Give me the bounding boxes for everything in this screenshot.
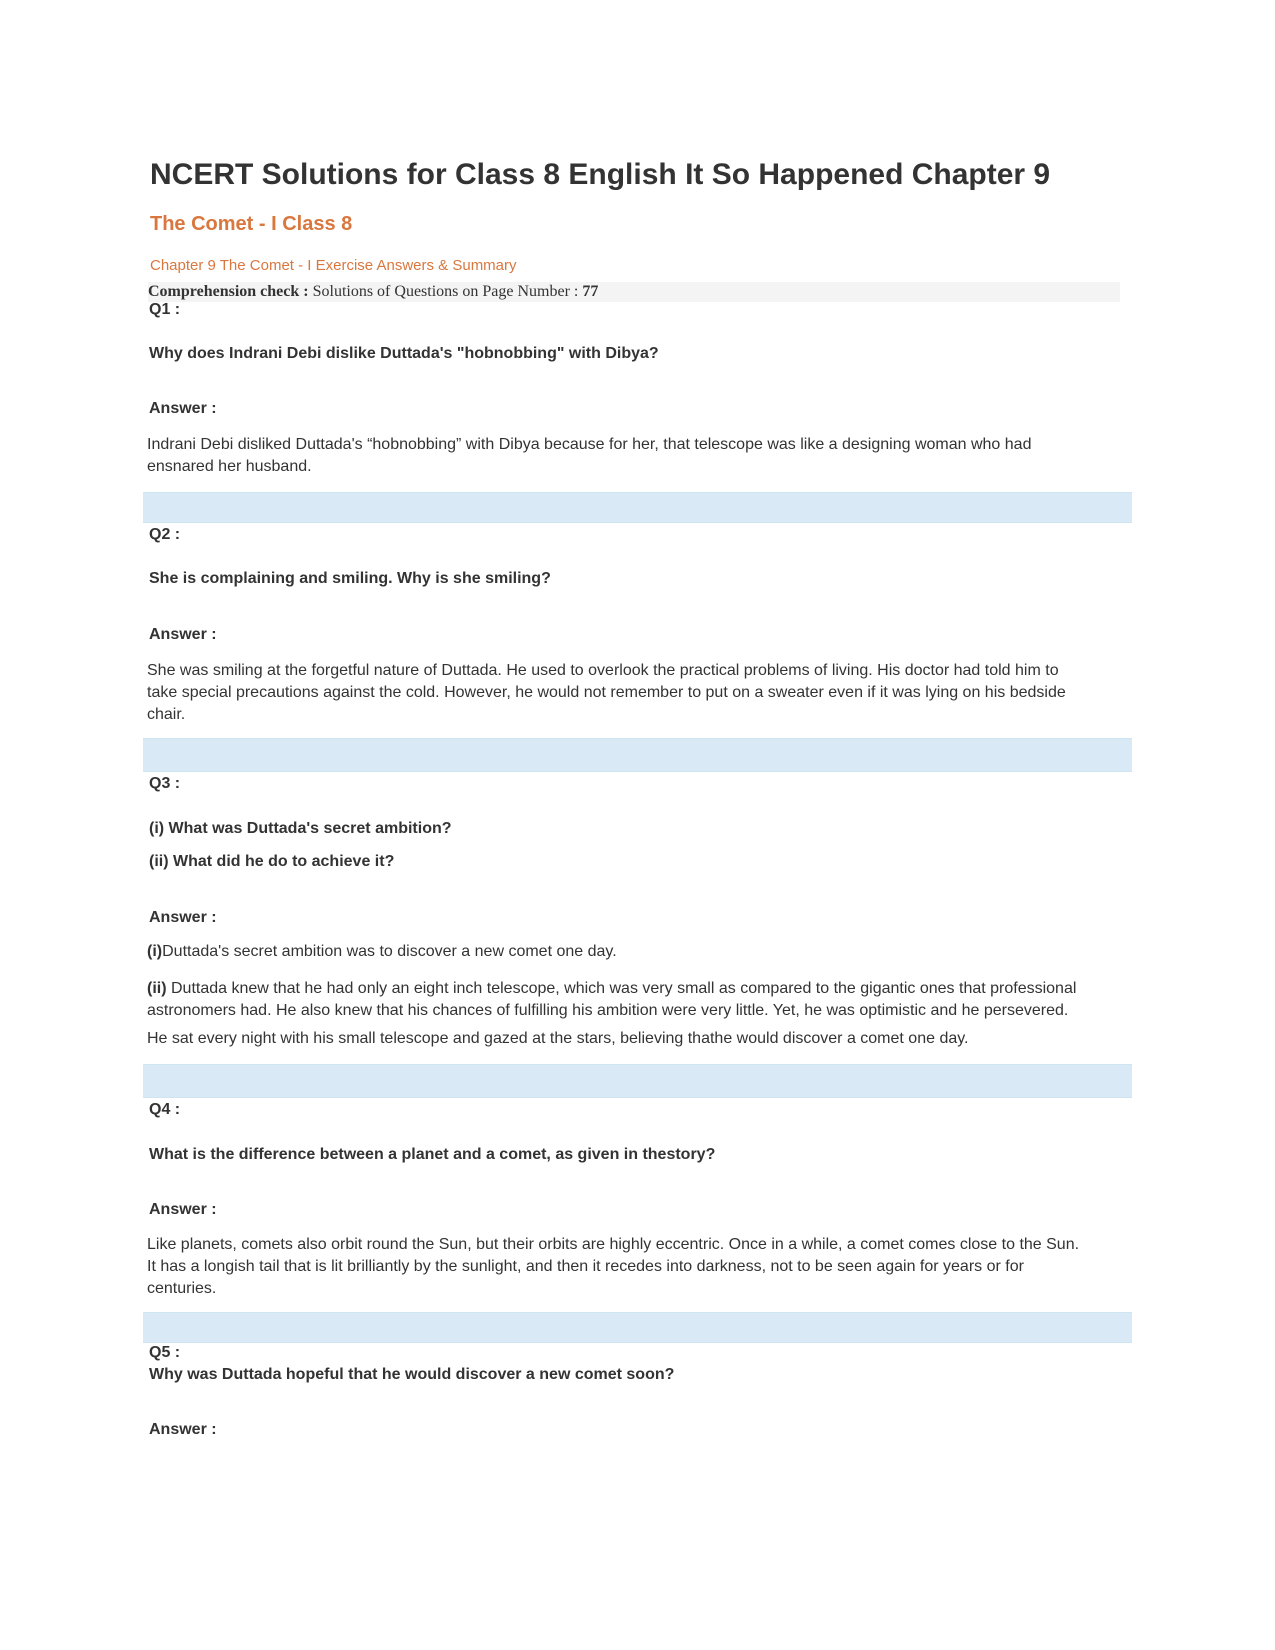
answer-line: take special precautions against the cold. However, he would not remember to put on a sweater even if it was lying on his bedside [147, 684, 1066, 701]
answer-line: It has a longish tail that is lit brilliantly by the sunlight, and then it recedes into darkness, not to be seen again for years or for [147, 1258, 1024, 1275]
page-title: NCERT Solutions for Class 8 English It So Happened Chapter 9 [150, 158, 1051, 191]
answer-line [147, 941, 1137, 963]
chapter-subtitle: The Comet - I Class 8 [150, 213, 353, 235]
answer-line: astronomers had. He also knew that his chances of fulfilling his ambition were very little. Yet, he was optimistic and he persevered. [147, 1002, 1069, 1019]
chapter-link[interactable]: Chapter 9 The Comet - I Exercise Answers & Summary [150, 257, 517, 274]
answer-line: ensnared her husband. [147, 458, 312, 475]
question-label: Q4 : [149, 1101, 181, 1118]
comprehension-label: Comprehension check : [148, 283, 309, 300]
answer-line: She was smiling at the forgetful nature of Duttada. He used to overlook the practical problems of living. His doctor had told him to [147, 662, 1059, 679]
answer-text [147, 941, 1137, 963]
question-label: Q1 : [149, 301, 181, 318]
answer-line [147, 978, 1137, 1000]
answer-label: Answer : [149, 909, 217, 926]
answer-line: centuries. [147, 1280, 217, 1297]
section-divider [143, 492, 1132, 523]
answer-part-text: Duttada's secret ambition was to discover a new comet one day. [162, 943, 617, 960]
answer-part-text: Duttada knew that he had only an eight inch telescope, which was very small as compared to the gigantic ones that professional [166, 980, 1077, 997]
section-divider [143, 1312, 1132, 1343]
answer-line: Like planets, comets also orbit round the Sun, but their orbits are highly eccentric. Once in a while, a comet comes close to the Sun. [147, 1236, 1080, 1253]
answer-text [147, 1028, 1137, 1050]
comprehension-text: Solutions of Questions on Page Number : [308, 283, 583, 300]
answer-line: chair. [147, 706, 186, 723]
answer-text [147, 1234, 1137, 1300]
answer-text [147, 978, 1137, 1022]
question-label: Q5 : [149, 1344, 181, 1361]
comprehension-check-bar [148, 282, 1120, 302]
answer-marker: (ii) [147, 980, 167, 997]
question-text: What is the difference between a planet and a comet, as given in thestory? [149, 1146, 716, 1163]
answer-text [147, 434, 1137, 478]
question-label: Q3 : [149, 775, 181, 792]
answer-text [147, 660, 1137, 726]
page-number: 77 [582, 283, 599, 300]
section-divider [143, 738, 1132, 772]
question-part: (i) What was Duttada's secret ambition? [149, 820, 452, 837]
section-divider [143, 1064, 1132, 1098]
question-text: She is complaining and smiling. Why is she smiling? [149, 570, 551, 587]
answer-label: Answer : [149, 1421, 217, 1438]
answer-line: He sat every night with his small telescope and gazed at the stars, believing thathe would discover a comet one day. [147, 1030, 969, 1047]
question-text: Why does Indrani Debi dislike Duttada's "hobnobbing" with Dibya? [149, 345, 659, 362]
answer-marker: (i) [147, 943, 163, 960]
answer-label: Answer : [149, 626, 217, 643]
answer-label: Answer : [149, 1201, 217, 1218]
answer-line: Indrani Debi disliked Duttada's “hobnobbing” with Dibya because for her, that telescope was like a designing woman who had [147, 436, 1032, 453]
question-part: (ii) What did he do to achieve it? [149, 853, 395, 870]
question-label: Q2 : [149, 526, 181, 543]
question-text: Why was Duttada hopeful that he would discover a new comet soon? [149, 1366, 675, 1383]
answer-label: Answer : [149, 400, 217, 417]
